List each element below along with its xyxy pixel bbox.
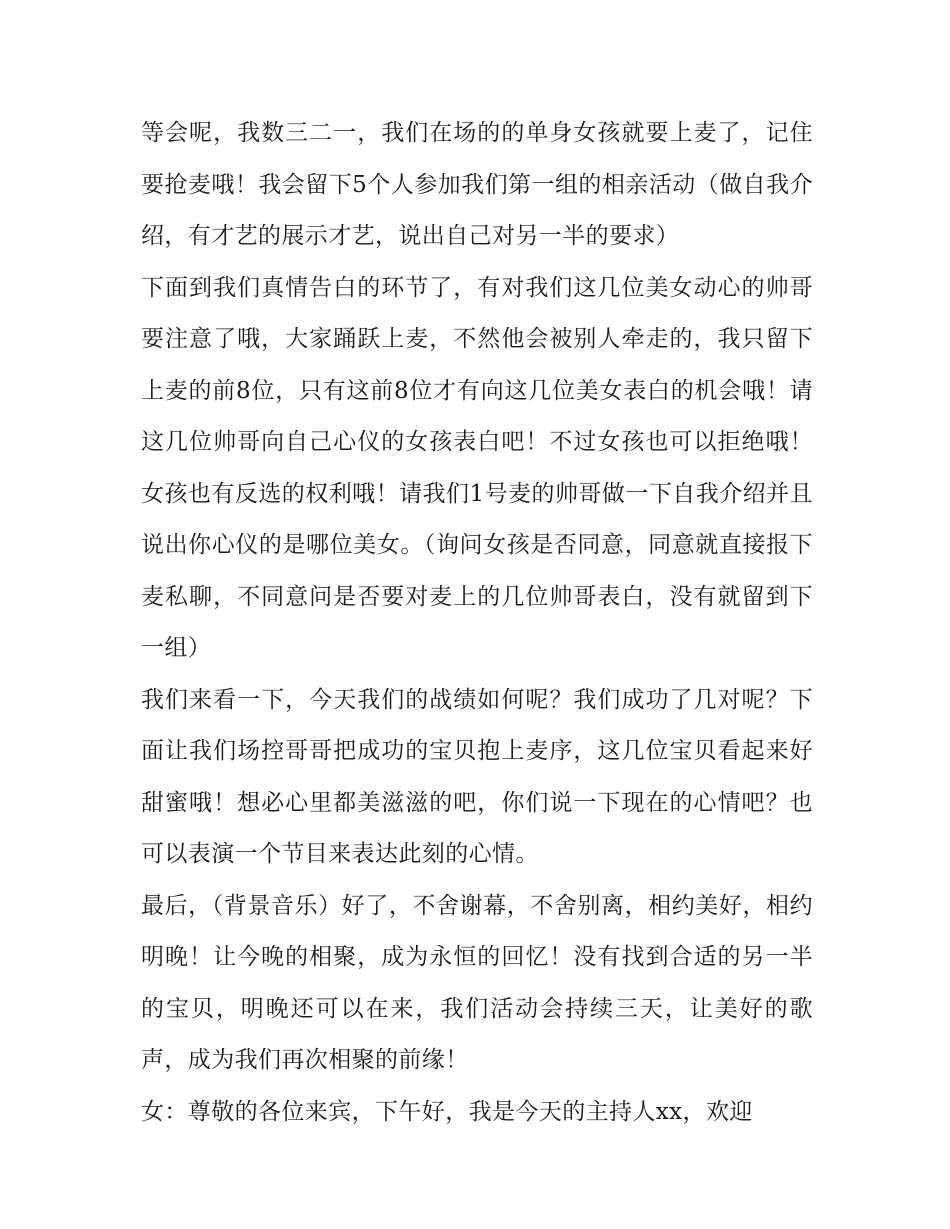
paragraph-closing: 最后，（背景音乐）好了，不舍谢幕，不舍别离，相约美好，相约明晚！让今晚的相聚，成为永恒的回忆！没有找到合适的另一半的宝贝，明晚还可以在来，我们活动会持续三天，让美好的歌声，成为我们再次相聚的前缘！: [141, 892, 813, 1073]
paragraph-results: 我们来看一下，今天我们的战绩如何呢？我们成功了几对呢？下面让我们场控哥哥把成功的宝贝抱上麦序，这几位宝贝看起来好甜蜜哦！想必心里都美滋滋的吧，你们说一下现在的心情吧？也可以表演一个节目来表达此刻的心情。: [141, 686, 813, 867]
paragraph-confession: 下面到我们真情告白的环节了，有对我们这几位美女动心的帅哥要注意了哦，大家踊跃上麦，不然他会被别人牵走的，我只留下上麦的前8位，只有这前8位才有向这几位美女表白的机会哦！请这几位帅哥向自己心仪的女孩表白吧！不过女孩也可以拒绝哦！女孩也有反选的权利哦！请我们1号麦的帅哥做一下自我介绍并且说出你心仪的是哪位美女。（询问女孩是否同意，同意就直接报下麦私聊，不同意问是否要对麦上的几位帅哥表白，没有就留到下一组）: [141, 274, 813, 661]
document-body: [141, 108, 813, 1138]
paragraph-host-intro: 女：尊敬的各位来宾，下午好，我是今天的主持人xx，欢迎: [141, 1098, 753, 1125]
paragraph-single-girls: 等会呢，我数三二一，我们在场的的单身女孩就要上麦了，记住要抢麦哦！我会留下5个人参加我们第一组的相亲活动（做自我介绍，有才艺的展示才艺，说出自己对另一半的要求）: [141, 120, 813, 249]
